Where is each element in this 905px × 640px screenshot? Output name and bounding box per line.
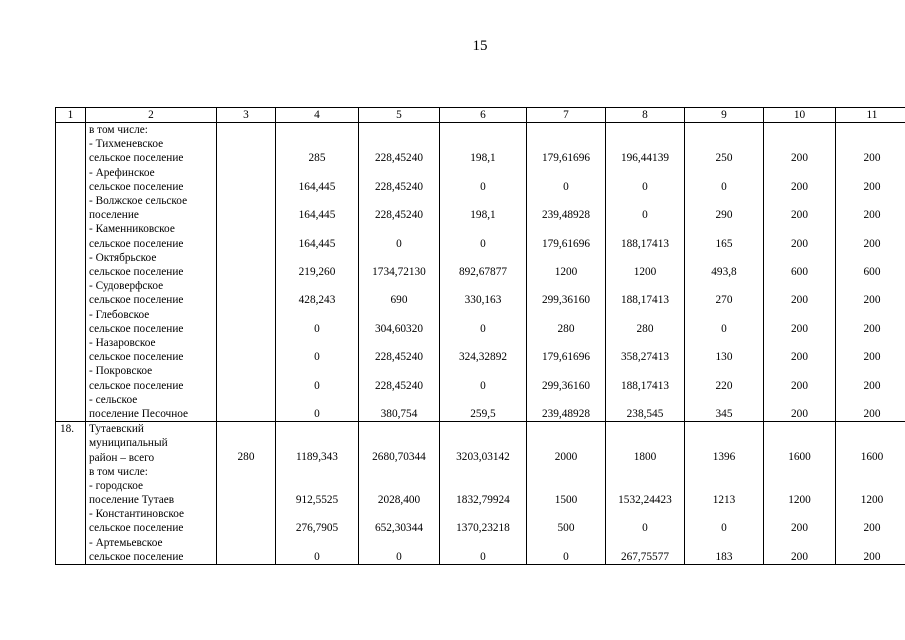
column-5-values <box>359 123 440 422</box>
column-3-values <box>217 123 276 422</box>
cell-value: 200 <box>863 237 881 250</box>
cell-value: 652,30344 <box>374 522 423 535</box>
cell-value <box>219 336 273 364</box>
cell-value: 380,754 <box>380 407 418 420</box>
cell-value: 0 <box>642 209 648 222</box>
cell-value: 196,44139 <box>620 152 669 165</box>
column-number-header: 7 <box>527 108 606 123</box>
cell-value: 200 <box>863 152 881 165</box>
territory-name: - Покровское сельское поселение <box>89 365 184 392</box>
territory-name: - Октябрьское сельское поселение <box>89 251 184 278</box>
cell-value: 200 <box>791 322 808 335</box>
cell-value: 220 <box>715 379 733 392</box>
cell-value: 0 <box>563 180 569 193</box>
row-number: 18. <box>56 422 86 565</box>
cell-value: 0 <box>480 180 486 193</box>
column-number-header: 2 <box>86 108 217 123</box>
cell-value: 1396 <box>712 451 736 464</box>
including-label: в том числе: <box>89 465 148 478</box>
cell-value <box>219 251 273 279</box>
cell-value: 179,61696 <box>541 237 590 250</box>
cell-value: 1600 <box>788 451 811 464</box>
cell-value: 428,243 <box>298 294 336 307</box>
cell-value <box>442 123 524 137</box>
cell-value: 219,260 <box>298 265 336 278</box>
cell-value: 299,36160 <box>541 294 590 307</box>
cell-value <box>529 123 603 137</box>
cell-value: 188,17413 <box>620 237 669 250</box>
cell-value: 200 <box>863 522 881 535</box>
cell-value: 299,36160 <box>541 379 590 392</box>
cell-value <box>219 393 273 421</box>
cell-value: 1800 <box>633 451 657 464</box>
cell-value: 200 <box>791 379 808 392</box>
column-4-values <box>276 422 359 565</box>
column-8-values <box>606 123 685 422</box>
cell-value: 690 <box>390 294 408 307</box>
cell-value: 200 <box>863 294 881 307</box>
cell-value <box>766 465 833 479</box>
cell-value: 280 <box>237 451 255 464</box>
row-number <box>56 123 86 422</box>
cell-value <box>838 465 905 479</box>
cell-value: 200 <box>863 379 881 392</box>
territory-name: - Назаровское сельское поселение <box>89 336 184 364</box>
block-including-rows <box>56 123 905 422</box>
cell-value <box>608 465 682 479</box>
cell-value: 600 <box>863 265 881 278</box>
territory-name: - Константиновское сельское поселение <box>89 508 185 535</box>
cell-value <box>219 536 273 564</box>
cell-value: 0 <box>642 180 648 193</box>
cell-value <box>361 465 437 479</box>
cell-value: 198,1 <box>470 209 496 222</box>
column-9-values <box>685 422 764 565</box>
cell-value: 200 <box>791 407 808 420</box>
cell-value: 200 <box>791 180 808 193</box>
cell-value <box>687 123 761 137</box>
cell-value: 892,67877 <box>458 265 507 278</box>
cell-value: 164,445 <box>298 237 336 250</box>
cell-value: 2028,400 <box>377 494 421 507</box>
cell-value <box>608 123 682 137</box>
block-tutaev-district <box>56 422 905 565</box>
cell-value: 1600 <box>860 451 884 464</box>
territory-name: - Волжское сельское поселение <box>89 194 188 222</box>
cell-value: 1200 <box>633 265 657 278</box>
column-8-values <box>606 422 685 565</box>
cell-value: 280 <box>557 322 575 335</box>
cell-value: 0 <box>314 351 320 364</box>
column-9-values <box>685 123 764 422</box>
including-label: в том числе: <box>89 124 148 136</box>
cell-value: 239,48928 <box>541 407 590 420</box>
territory-name: Тутаевский муниципальный район – всего <box>89 423 168 464</box>
cell-value: 0 <box>642 522 648 535</box>
cell-value: 600 <box>791 265 808 278</box>
cell-value: 1500 <box>554 494 578 507</box>
column-number-header: 6 <box>440 108 527 123</box>
cell-value: 200 <box>863 550 881 563</box>
cell-value: 0 <box>314 322 320 335</box>
cell-value: 276,7905 <box>295 522 339 535</box>
territory-name: - Арефинское сельское поселение <box>89 166 184 193</box>
cell-value: 2000 <box>554 451 578 464</box>
page-number: 15 <box>472 38 488 54</box>
cell-value: 285 <box>308 152 326 165</box>
cell-value: 0 <box>480 550 486 563</box>
cell-value: 0 <box>480 237 486 250</box>
cell-value: 228,45240 <box>374 209 423 222</box>
cell-value: 3203,03142 <box>456 451 510 464</box>
cell-value: 200 <box>791 522 808 535</box>
cell-value: 259,5 <box>470 407 496 420</box>
cell-value: 164,445 <box>298 180 336 193</box>
territory-name: - Судоверфское сельское поселение <box>89 280 184 307</box>
column-number-row <box>56 108 905 123</box>
cell-value: 1213 <box>712 494 736 507</box>
cell-value: 188,17413 <box>620 379 669 392</box>
cell-value: 200 <box>863 209 881 222</box>
cell-value: 0 <box>721 322 727 335</box>
cell-value: 493,8 <box>711 265 737 278</box>
cell-value <box>219 194 273 222</box>
cell-value <box>529 465 603 479</box>
cell-value <box>687 465 761 479</box>
cell-value: 290 <box>715 209 733 222</box>
cell-value <box>278 123 356 137</box>
column-number-header: 8 <box>606 108 685 123</box>
cell-value: 198,1 <box>470 152 496 165</box>
territory-name: - Глебовское сельское поселение <box>89 308 184 335</box>
cell-value <box>442 465 524 479</box>
cell-value: 0 <box>396 237 402 250</box>
cell-value <box>219 465 273 479</box>
cell-value: 0 <box>721 522 727 535</box>
column-7-values <box>527 422 606 565</box>
cell-value: 200 <box>791 237 808 250</box>
column-number-header: 10 <box>764 108 836 123</box>
cell-value <box>219 364 273 392</box>
cell-value: 500 <box>557 522 575 535</box>
cell-value: 200 <box>863 407 881 420</box>
cell-value <box>219 166 273 194</box>
column-11-values <box>836 123 905 422</box>
column-3-values <box>217 422 276 565</box>
territory-name: - Артемьевское сельское поселение <box>89 536 184 563</box>
cell-value <box>278 465 356 479</box>
cell-value <box>766 123 833 137</box>
cell-value: 280 <box>636 322 654 335</box>
cell-value: 0 <box>314 379 320 392</box>
territory-name: - Тихменевское сельское поселение <box>89 138 184 165</box>
column-11-values <box>836 422 905 565</box>
cell-value <box>219 137 273 165</box>
cell-value: 200 <box>791 550 808 563</box>
cell-value: 1200 <box>860 494 884 507</box>
cell-value: 250 <box>715 152 733 165</box>
column-10-values <box>764 123 836 422</box>
cell-value: 0 <box>480 322 486 335</box>
cell-value: 1200 <box>788 494 811 507</box>
column-6-values <box>440 123 527 422</box>
cell-value: 0 <box>314 550 320 563</box>
cell-value: 228,45240 <box>374 180 423 193</box>
column-number-header: 5 <box>359 108 440 123</box>
cell-value: 200 <box>791 152 808 165</box>
territory-names <box>86 123 217 422</box>
cell-value <box>219 279 273 307</box>
cell-value: 1370,23218 <box>456 522 510 535</box>
cell-value: 200 <box>791 294 808 307</box>
column-7-values <box>527 123 606 422</box>
cell-value: 179,61696 <box>541 152 590 165</box>
cell-value: 324,32892 <box>458 351 507 364</box>
cell-value: 164,445 <box>298 209 336 222</box>
cell-value: 1734,72130 <box>372 265 426 278</box>
cell-value: 358,27413 <box>620 351 669 364</box>
cell-value: 0 <box>563 550 569 563</box>
cell-value: 267,75577 <box>620 550 669 563</box>
column-number-header: 4 <box>276 108 359 123</box>
cell-value: 200 <box>791 209 808 222</box>
cell-value: 200 <box>863 180 881 193</box>
cell-value: 239,48928 <box>541 209 590 222</box>
cell-value: 0 <box>721 180 727 193</box>
cell-value <box>838 123 905 137</box>
cell-value: 200 <box>791 351 808 364</box>
column-10-values <box>764 422 836 565</box>
territory-name: - Каменниковское сельское поселение <box>89 223 184 250</box>
column-4-values <box>276 123 359 422</box>
cell-value: 179,61696 <box>541 351 590 364</box>
cell-value: 200 <box>863 351 881 364</box>
column-5-values <box>359 422 440 565</box>
cell-value <box>219 479 273 507</box>
cell-value <box>219 308 273 336</box>
cell-value <box>219 123 273 137</box>
column-number-header: 11 <box>836 108 905 123</box>
cell-value: 183 <box>715 550 733 563</box>
cell-value <box>219 222 273 250</box>
cell-value: 345 <box>715 407 733 420</box>
cell-value: 0 <box>480 379 486 392</box>
column-number-header: 1 <box>56 108 86 123</box>
cell-value: 1189,343 <box>296 451 338 464</box>
cell-value: 165 <box>715 237 733 250</box>
cell-value: 0 <box>396 550 402 563</box>
cell-value: 2680,70344 <box>372 451 426 464</box>
column-number-header: 3 <box>217 108 276 123</box>
column-number-header: 9 <box>685 108 764 123</box>
cell-value: 200 <box>863 322 881 335</box>
territory-name: - сельское поселение Песочное <box>89 393 189 420</box>
cell-value: 1832,79924 <box>456 494 510 507</box>
cell-value <box>219 507 273 535</box>
cell-value: 330,163 <box>464 294 502 307</box>
territory-names <box>86 422 217 565</box>
cell-value: 188,17413 <box>620 294 669 307</box>
column-6-values <box>440 422 527 565</box>
cell-value: 304,60320 <box>374 322 423 335</box>
territory-name: - городское поселение Тутаев <box>89 479 175 507</box>
cell-value: 1532,24423 <box>618 494 672 507</box>
cell-value: 228,45240 <box>374 351 423 364</box>
cell-value: 0 <box>314 407 320 420</box>
cell-value: 912,5525 <box>295 494 339 507</box>
cell-value: 1200 <box>554 265 578 278</box>
cell-value: 228,45240 <box>374 379 423 392</box>
budget-table <box>55 107 905 565</box>
cell-value <box>361 123 437 137</box>
cell-value: 270 <box>715 294 733 307</box>
cell-value: 228,45240 <box>374 152 423 165</box>
cell-value: 238,545 <box>626 407 664 420</box>
cell-value: 130 <box>715 351 733 364</box>
